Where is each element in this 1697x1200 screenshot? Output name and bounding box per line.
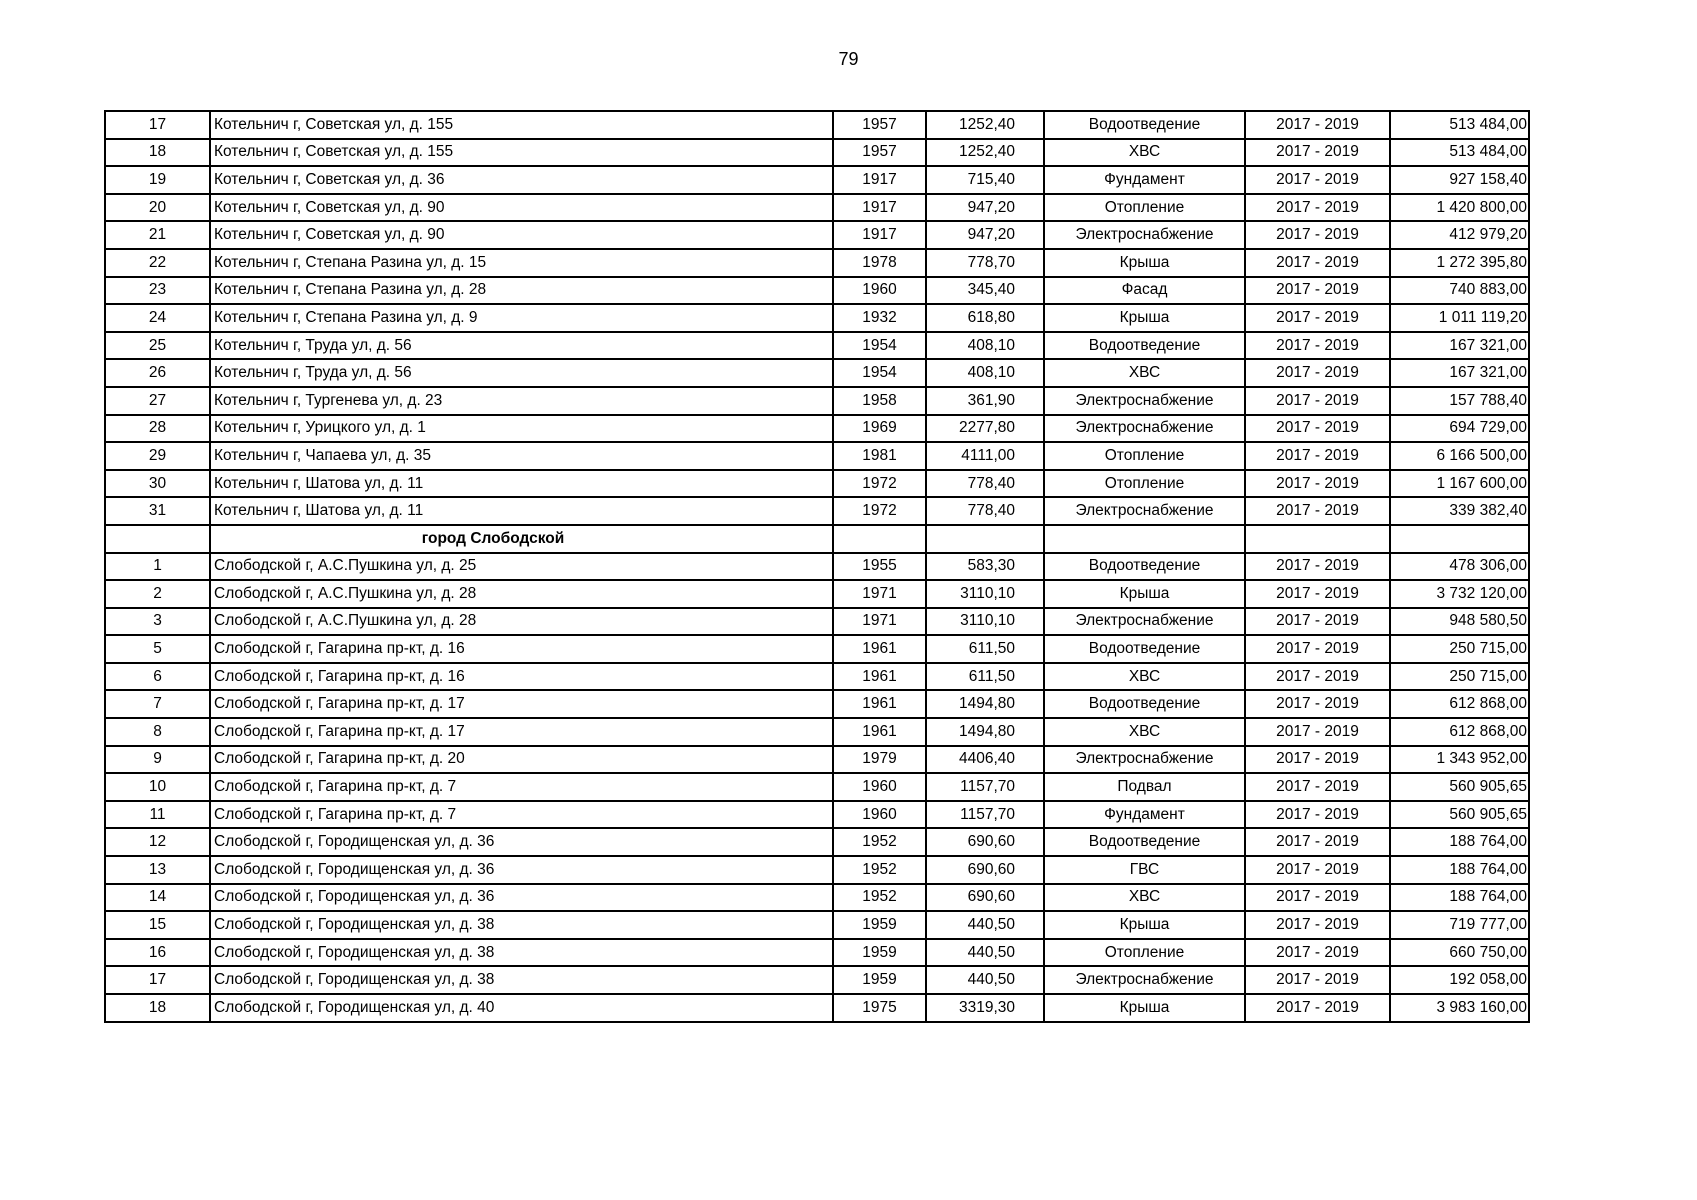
table-row: [105, 580, 1529, 608]
area-cell: 1494,80: [926, 718, 1044, 746]
cost-cell: 560 905,65: [1390, 773, 1529, 801]
area-cell: 583,30: [926, 553, 1044, 581]
build-year-cell: 1981: [833, 442, 926, 470]
period-cell: 2017 - 2019: [1245, 387, 1390, 415]
address-cell: Котельнич г, Степана Разина ул, д. 28: [210, 277, 833, 305]
row-number-cell: 15: [105, 911, 210, 939]
section-header-row: [105, 525, 1529, 553]
work-type-cell: Отопление: [1044, 442, 1245, 470]
period-cell: 2017 - 2019: [1245, 111, 1390, 139]
address-cell: Слободской г, Городищенская ул, д. 40: [210, 994, 833, 1022]
area-cell: 947,20: [926, 194, 1044, 222]
cost-cell: 3 732 120,00: [1390, 580, 1529, 608]
address-cell: Котельнич г, Советская ул, д. 90: [210, 194, 833, 222]
address-cell: Котельнич г, Советская ул, д. 90: [210, 221, 833, 249]
build-year-cell: 1961: [833, 718, 926, 746]
cost-cell: 188 764,00: [1390, 884, 1529, 912]
period-cell: 2017 - 2019: [1245, 939, 1390, 967]
cost-cell: 612 868,00: [1390, 690, 1529, 718]
build-year-cell: 1952: [833, 828, 926, 856]
work-type-cell: Водоотведение: [1044, 635, 1245, 663]
section-title: город Слободской: [210, 525, 833, 553]
cost-cell: 192 058,00: [1390, 966, 1529, 994]
address-cell: Слободской г, А.С.Пушкина ул, д. 25: [210, 553, 833, 581]
empty-cell: [833, 525, 926, 553]
area-cell: 2277,80: [926, 415, 1044, 443]
empty-cell: [926, 525, 1044, 553]
table-row: [105, 332, 1529, 360]
table-row: [105, 801, 1529, 829]
table-row: [105, 828, 1529, 856]
row-number-cell: 17: [105, 111, 210, 139]
row-number-cell: 2: [105, 580, 210, 608]
build-year-cell: 1972: [833, 470, 926, 498]
build-year-cell: 1957: [833, 139, 926, 167]
period-cell: 2017 - 2019: [1245, 911, 1390, 939]
cost-cell: 1 011 119,20: [1390, 304, 1529, 332]
row-number-cell: 8: [105, 718, 210, 746]
work-type-cell: Отопление: [1044, 939, 1245, 967]
period-cell: 2017 - 2019: [1245, 580, 1390, 608]
period-cell: 2017 - 2019: [1245, 221, 1390, 249]
work-type-cell: Электроснабжение: [1044, 415, 1245, 443]
build-year-cell: 1959: [833, 966, 926, 994]
table-row: [105, 773, 1529, 801]
table-row: [105, 939, 1529, 967]
period-cell: 2017 - 2019: [1245, 884, 1390, 912]
work-type-cell: ХВС: [1044, 359, 1245, 387]
area-cell: 690,60: [926, 856, 1044, 884]
period-cell: 2017 - 2019: [1245, 828, 1390, 856]
cost-cell: 513 484,00: [1390, 139, 1529, 167]
address-cell: Слободской г, Гагарина пр-кт, д. 17: [210, 718, 833, 746]
work-type-cell: Отопление: [1044, 470, 1245, 498]
work-type-cell: Электроснабжение: [1044, 497, 1245, 525]
address-cell: Слободской г, А.С.Пушкина ул, д. 28: [210, 608, 833, 636]
build-year-cell: 1961: [833, 635, 926, 663]
table-row: [105, 718, 1529, 746]
cost-cell: 660 750,00: [1390, 939, 1529, 967]
work-type-cell: ХВС: [1044, 884, 1245, 912]
address-cell: Котельнич г, Шатова ул, д. 11: [210, 470, 833, 498]
table-row: [105, 221, 1529, 249]
address-cell: Котельнич г, Советская ул, д. 36: [210, 166, 833, 194]
build-year-cell: 1917: [833, 194, 926, 222]
empty-cell: [105, 525, 210, 553]
cost-cell: 513 484,00: [1390, 111, 1529, 139]
table-row: [105, 166, 1529, 194]
period-cell: 2017 - 2019: [1245, 663, 1390, 691]
row-number-cell: 1: [105, 553, 210, 581]
address-cell: Котельнич г, Степана Разина ул, д. 15: [210, 249, 833, 277]
row-number-cell: 13: [105, 856, 210, 884]
work-type-cell: Фундамент: [1044, 166, 1245, 194]
period-cell: 2017 - 2019: [1245, 139, 1390, 167]
row-number-cell: 19: [105, 166, 210, 194]
cost-cell: 188 764,00: [1390, 828, 1529, 856]
area-cell: 690,60: [926, 828, 1044, 856]
period-cell: 2017 - 2019: [1245, 746, 1390, 774]
row-number-cell: 26: [105, 359, 210, 387]
work-type-cell: Электроснабжение: [1044, 387, 1245, 415]
work-type-cell: Крыша: [1044, 249, 1245, 277]
area-cell: 440,50: [926, 966, 1044, 994]
row-number-cell: 17: [105, 966, 210, 994]
row-number-cell: 25: [105, 332, 210, 360]
address-cell: Котельнич г, Труда ул, д. 56: [210, 332, 833, 360]
area-cell: 1252,40: [926, 139, 1044, 167]
area-cell: 690,60: [926, 884, 1044, 912]
table-row: [105, 277, 1529, 305]
period-cell: 2017 - 2019: [1245, 994, 1390, 1022]
row-number-cell: 22: [105, 249, 210, 277]
area-cell: 1157,70: [926, 773, 1044, 801]
period-cell: 2017 - 2019: [1245, 966, 1390, 994]
cost-cell: 412 979,20: [1390, 221, 1529, 249]
table-row: [105, 249, 1529, 277]
cost-cell: 1 420 800,00: [1390, 194, 1529, 222]
row-number-cell: 3: [105, 608, 210, 636]
work-type-cell: Водоотведение: [1044, 553, 1245, 581]
table-row: [105, 553, 1529, 581]
table-row: [105, 470, 1529, 498]
address-cell: Слободской г, Городищенская ул, д. 38: [210, 911, 833, 939]
address-cell: Слободской г, Городищенская ул, д. 38: [210, 939, 833, 967]
work-type-cell: Водоотведение: [1044, 111, 1245, 139]
table-row: [105, 111, 1529, 139]
build-year-cell: 1960: [833, 773, 926, 801]
work-type-cell: Водоотведение: [1044, 690, 1245, 718]
cost-cell: 478 306,00: [1390, 553, 1529, 581]
table-row: [105, 746, 1529, 774]
page-number: 79: [838, 49, 859, 69]
table-row: [105, 608, 1529, 636]
period-cell: 2017 - 2019: [1245, 608, 1390, 636]
table-row: [105, 994, 1529, 1022]
empty-cell: [1390, 525, 1529, 553]
address-cell: Слободской г, Гагарина пр-кт, д. 17: [210, 690, 833, 718]
address-cell: Котельнич г, Урицкого ул, д. 1: [210, 415, 833, 443]
work-type-cell: ГВС: [1044, 856, 1245, 884]
build-year-cell: 1961: [833, 663, 926, 691]
address-cell: Слободской г, Городищенская ул, д. 36: [210, 884, 833, 912]
build-year-cell: 1978: [833, 249, 926, 277]
period-cell: 2017 - 2019: [1245, 470, 1390, 498]
address-cell: Слободской г, Гагарина пр-кт, д. 7: [210, 773, 833, 801]
cost-cell: 250 715,00: [1390, 663, 1529, 691]
table-body: [105, 111, 1529, 1022]
period-cell: 2017 - 2019: [1245, 553, 1390, 581]
address-cell: Слободской г, Гагарина пр-кт, д. 16: [210, 663, 833, 691]
address-cell: Слободской г, Городищенская ул, д. 38: [210, 966, 833, 994]
period-cell: 2017 - 2019: [1245, 277, 1390, 305]
work-type-cell: Водоотведение: [1044, 828, 1245, 856]
address-cell: Котельнич г, Советская ул, д. 155: [210, 111, 833, 139]
cost-cell: 948 580,50: [1390, 608, 1529, 636]
row-number-cell: 16: [105, 939, 210, 967]
row-number-cell: 18: [105, 139, 210, 167]
area-cell: 947,20: [926, 221, 1044, 249]
address-cell: Котельнич г, Тургенева ул, д. 23: [210, 387, 833, 415]
build-year-cell: 1979: [833, 746, 926, 774]
cost-cell: 927 158,40: [1390, 166, 1529, 194]
cost-cell: 167 321,00: [1390, 359, 1529, 387]
cost-cell: 694 729,00: [1390, 415, 1529, 443]
period-cell: 2017 - 2019: [1245, 773, 1390, 801]
cost-cell: 740 883,00: [1390, 277, 1529, 305]
area-cell: 1494,80: [926, 690, 1044, 718]
row-number-cell: 5: [105, 635, 210, 663]
work-type-cell: ХВС: [1044, 663, 1245, 691]
area-cell: 440,50: [926, 939, 1044, 967]
row-number-cell: 27: [105, 387, 210, 415]
repair-program-table: [104, 110, 1530, 1023]
address-cell: Котельнич г, Труда ул, д. 56: [210, 359, 833, 387]
period-cell: 2017 - 2019: [1245, 415, 1390, 443]
row-number-cell: 10: [105, 773, 210, 801]
build-year-cell: 1960: [833, 277, 926, 305]
cost-cell: 1 343 952,00: [1390, 746, 1529, 774]
address-cell: Слободской г, А.С.Пушкина ул, д. 28: [210, 580, 833, 608]
work-type-cell: Подвал: [1044, 773, 1245, 801]
area-cell: 1157,70: [926, 801, 1044, 829]
period-cell: 2017 - 2019: [1245, 166, 1390, 194]
build-year-cell: 1972: [833, 497, 926, 525]
build-year-cell: 1959: [833, 939, 926, 967]
work-type-cell: Электроснабжение: [1044, 221, 1245, 249]
period-cell: 2017 - 2019: [1245, 332, 1390, 360]
build-year-cell: 1961: [833, 690, 926, 718]
empty-cell: [1044, 525, 1245, 553]
area-cell: 1252,40: [926, 111, 1044, 139]
build-year-cell: 1975: [833, 994, 926, 1022]
work-type-cell: Электроснабжение: [1044, 966, 1245, 994]
build-year-cell: 1958: [833, 387, 926, 415]
build-year-cell: 1960: [833, 801, 926, 829]
area-cell: 3319,30: [926, 994, 1044, 1022]
work-type-cell: Крыша: [1044, 994, 1245, 1022]
table-row: [105, 359, 1529, 387]
row-number-cell: 12: [105, 828, 210, 856]
period-cell: 2017 - 2019: [1245, 249, 1390, 277]
row-number-cell: 14: [105, 884, 210, 912]
period-cell: 2017 - 2019: [1245, 194, 1390, 222]
row-number-cell: 23: [105, 277, 210, 305]
period-cell: 2017 - 2019: [1245, 635, 1390, 663]
cost-cell: 1 167 600,00: [1390, 470, 1529, 498]
table-row: [105, 304, 1529, 332]
area-cell: 611,50: [926, 635, 1044, 663]
area-cell: 778,70: [926, 249, 1044, 277]
address-cell: Слободской г, Городищенская ул, д. 36: [210, 828, 833, 856]
build-year-cell: 1954: [833, 332, 926, 360]
address-cell: Слободской г, Гагарина пр-кт, д. 20: [210, 746, 833, 774]
period-cell: 2017 - 2019: [1245, 801, 1390, 829]
build-year-cell: 1952: [833, 856, 926, 884]
area-cell: 361,90: [926, 387, 1044, 415]
area-cell: 408,10: [926, 359, 1044, 387]
address-cell: Слободской г, Гагарина пр-кт, д. 16: [210, 635, 833, 663]
table-row: [105, 663, 1529, 691]
period-cell: 2017 - 2019: [1245, 304, 1390, 332]
build-year-cell: 1959: [833, 911, 926, 939]
row-number-cell: 30: [105, 470, 210, 498]
build-year-cell: 1971: [833, 608, 926, 636]
work-type-cell: Фасад: [1044, 277, 1245, 305]
build-year-cell: 1954: [833, 359, 926, 387]
build-year-cell: 1971: [833, 580, 926, 608]
build-year-cell: 1952: [833, 884, 926, 912]
row-number-cell: 18: [105, 994, 210, 1022]
period-cell: 2017 - 2019: [1245, 442, 1390, 470]
area-cell: 3110,10: [926, 608, 1044, 636]
row-number-cell: 9: [105, 746, 210, 774]
area-cell: 778,40: [926, 497, 1044, 525]
address-cell: Слободской г, Городищенская ул, д. 36: [210, 856, 833, 884]
area-cell: 4111,00: [926, 442, 1044, 470]
period-cell: 2017 - 2019: [1245, 359, 1390, 387]
build-year-cell: 1917: [833, 221, 926, 249]
table-row: [105, 139, 1529, 167]
build-year-cell: 1955: [833, 553, 926, 581]
cost-cell: 339 382,40: [1390, 497, 1529, 525]
work-type-cell: Крыша: [1044, 911, 1245, 939]
cost-cell: 157 788,40: [1390, 387, 1529, 415]
work-type-cell: ХВС: [1044, 718, 1245, 746]
table-row: [105, 911, 1529, 939]
empty-cell: [1245, 525, 1390, 553]
row-number-cell: 21: [105, 221, 210, 249]
address-cell: Слободской г, Гагарина пр-кт, д. 7: [210, 801, 833, 829]
table-row: [105, 635, 1529, 663]
work-type-cell: Водоотведение: [1044, 332, 1245, 360]
cost-cell: 167 321,00: [1390, 332, 1529, 360]
work-type-cell: ХВС: [1044, 139, 1245, 167]
area-cell: 715,40: [926, 166, 1044, 194]
area-cell: 440,50: [926, 911, 1044, 939]
build-year-cell: 1917: [833, 166, 926, 194]
area-cell: 618,80: [926, 304, 1044, 332]
work-type-cell: Крыша: [1044, 580, 1245, 608]
period-cell: 2017 - 2019: [1245, 497, 1390, 525]
work-type-cell: Крыша: [1044, 304, 1245, 332]
period-cell: 2017 - 2019: [1245, 718, 1390, 746]
area-cell: 611,50: [926, 663, 1044, 691]
table-row: [105, 690, 1529, 718]
period-cell: 2017 - 2019: [1245, 856, 1390, 884]
area-cell: 408,10: [926, 332, 1044, 360]
table-row: [105, 497, 1529, 525]
row-number-cell: 31: [105, 497, 210, 525]
table-row: [105, 194, 1529, 222]
table-row: [105, 415, 1529, 443]
cost-cell: 560 905,65: [1390, 801, 1529, 829]
area-cell: 4406,40: [926, 746, 1044, 774]
cost-cell: 3 983 160,00: [1390, 994, 1529, 1022]
cost-cell: 1 272 395,80: [1390, 249, 1529, 277]
table-row: [105, 884, 1529, 912]
row-number-cell: 29: [105, 442, 210, 470]
build-year-cell: 1969: [833, 415, 926, 443]
row-number-cell: 20: [105, 194, 210, 222]
row-number-cell: 7: [105, 690, 210, 718]
work-type-cell: Электроснабжение: [1044, 608, 1245, 636]
build-year-cell: 1932: [833, 304, 926, 332]
address-cell: Котельнич г, Чапаева ул, д. 35: [210, 442, 833, 470]
cost-cell: 719 777,00: [1390, 911, 1529, 939]
address-cell: Котельнич г, Советская ул, д. 155: [210, 139, 833, 167]
row-number-cell: 24: [105, 304, 210, 332]
build-year-cell: 1957: [833, 111, 926, 139]
work-type-cell: Электроснабжение: [1044, 746, 1245, 774]
row-number-cell: 11: [105, 801, 210, 829]
table-row: [105, 442, 1529, 470]
table-row: [105, 856, 1529, 884]
area-cell: 3110,10: [926, 580, 1044, 608]
cost-cell: 6 166 500,00: [1390, 442, 1529, 470]
cost-cell: 250 715,00: [1390, 635, 1529, 663]
area-cell: 778,40: [926, 470, 1044, 498]
row-number-cell: 6: [105, 663, 210, 691]
address-cell: Котельнич г, Степана Разина ул, д. 9: [210, 304, 833, 332]
table-row: [105, 966, 1529, 994]
address-cell: Котельнич г, Шатова ул, д. 11: [210, 497, 833, 525]
area-cell: 345,40: [926, 277, 1044, 305]
work-type-cell: Фундамент: [1044, 801, 1245, 829]
period-cell: 2017 - 2019: [1245, 690, 1390, 718]
work-type-cell: Отопление: [1044, 194, 1245, 222]
cost-cell: 612 868,00: [1390, 718, 1529, 746]
table-row: [105, 387, 1529, 415]
row-number-cell: 28: [105, 415, 210, 443]
cost-cell: 188 764,00: [1390, 856, 1529, 884]
